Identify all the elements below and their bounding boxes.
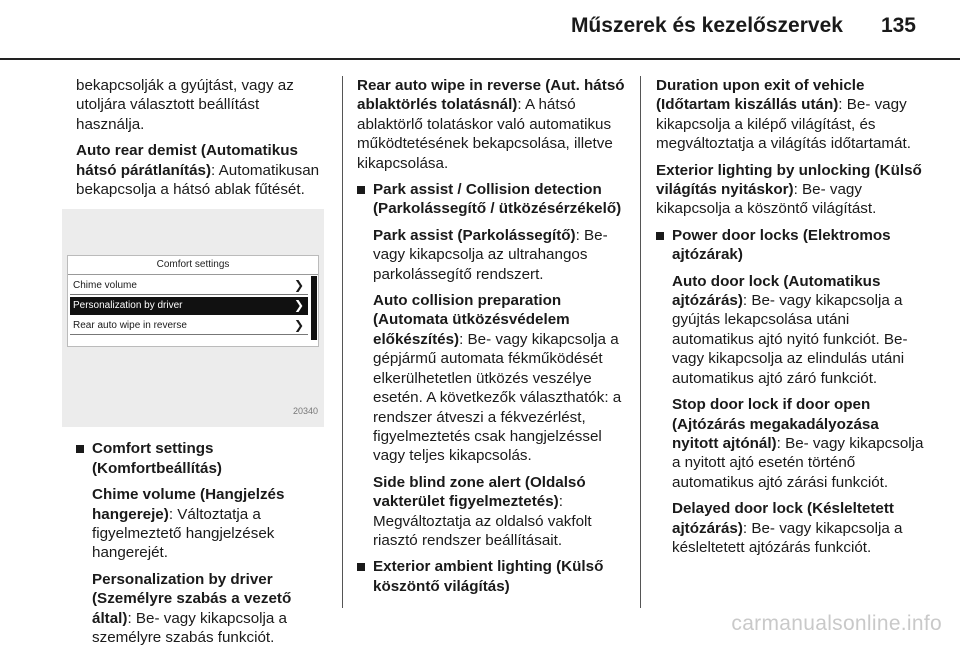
paragraph: bekapcsolják a gyújtást, vagy az utoljára választott beállítást használja. <box>76 77 294 133</box>
term: Chime volume (Hangjelzés hangereje) <box>92 486 285 523</box>
bullet-heading: Park assist / Collision detection (Parkolássegítő / ütközésérzékelő) <box>357 180 627 219</box>
figure-number: 20340 <box>292 406 318 417</box>
term: Duration upon exit of vehicle (Időtartam kiszállás után) <box>656 77 865 114</box>
menu-item-chime-volume <box>70 277 308 295</box>
term: Stop door lock if door open (Ajtózárás megakadályozása nyitott ajtónál) <box>672 396 879 452</box>
term: Auto collision preparation (Automata ütközésvédelem előkészítés) <box>373 292 570 348</box>
column-divider-2 <box>640 76 641 608</box>
header-rule <box>0 58 960 60</box>
menu-item-label: Personalization by driver <box>73 300 183 312</box>
paragraph <box>357 473 627 551</box>
description: : Be- vagy kikapcsolja a köszöntő világítást. <box>656 181 877 218</box>
paragraph <box>76 485 330 563</box>
page-header <box>571 14 916 38</box>
paragraph <box>357 291 627 466</box>
column-1 <box>73 76 330 655</box>
paragraph <box>656 76 928 154</box>
description: : Be- vagy kikapcsolja a késleltetett ajtózárás funkciót. <box>672 519 903 556</box>
description: : Be- vagy kikapcsolja a személyre szabás funkciót. <box>92 609 287 647</box>
bullet-heading: Comfort settings (Komfortbeállítás) <box>76 439 330 478</box>
scrollbar <box>311 276 317 340</box>
screen-title: Comfort settings <box>68 256 318 275</box>
menu-item-label: Chime volume <box>73 280 137 292</box>
display-screen <box>67 255 319 347</box>
menu-item-label: Rear auto wipe in reverse <box>73 320 187 332</box>
chevron-right-icon: ❯ <box>293 318 304 333</box>
description: : Be- vagy kikapcsolja a gépjármű automata fékműködését elkerülhetetlen ütközés veszélye esetén. A következők választhatók: a rendszer átveszi a fékvezérlést, figyelmeztetés csak hangjelzéssel vagy teljes kikapcsolás. <box>373 330 622 465</box>
term: Auto rear demist (Automatikus hátsó párátlanítás) <box>76 142 298 179</box>
paragraph <box>76 570 330 648</box>
column-2 <box>357 76 627 603</box>
paragraph <box>357 76 627 173</box>
paragraph <box>357 226 627 284</box>
comfort-settings-figure <box>62 209 324 427</box>
paragraph <box>656 499 928 557</box>
term: Auto door lock (Automatikus ajtózárás) <box>672 272 881 310</box>
term: Delayed door lock (Késleltetett ajtózárás) <box>672 500 894 537</box>
description: : Automatikusan bekapcsolja a hátsó ablak fűtését. <box>76 161 320 199</box>
description: : Be- vagy kikapcsolja a nyitott ajtó esetén történő automatikus ajtó zárási funkciót. <box>672 434 924 491</box>
term: Side blind zone alert (Oldalsó vakterület figyelmeztetés) <box>373 473 586 511</box>
term: Personalization by driver (Személyre szabás a vezető által) <box>92 570 292 627</box>
term: Rear auto wipe in reverse (Aut. hátsó ablaktörlés tolatásnál) <box>357 77 625 114</box>
description: : Megváltoztatja az oldalsó vakfolt riasztó rendszer beállításait. <box>373 493 592 549</box>
chevron-right-icon: ❯ <box>293 298 304 313</box>
paragraph <box>656 272 928 388</box>
term: Park assist (Parkolássegítő) <box>373 226 576 244</box>
paragraph <box>656 395 928 492</box>
description: : Be- vagy kikapcsolja a gyújtás lekapcsolása utáni automatikus ajtó nyitó funkciót. Be- vagy kikapcsolja az elindulás utáni automatikus ajtó záró funkciót. <box>672 292 908 387</box>
paragraph <box>656 161 928 219</box>
description: : Be- vagy kikapcsolja az ultrahangos parkolássegítő rendszert. <box>373 226 608 283</box>
bullet-heading: Exterior ambient lighting (Külső köszöntő világítás) <box>357 557 627 596</box>
header-title: Műszerek és kezelőszervek <box>570 14 843 37</box>
paragraph <box>76 141 330 199</box>
column-divider-1 <box>342 76 343 608</box>
term: Exterior lighting by unlocking (Külső világítás nyitáskor) <box>656 161 922 199</box>
chevron-right-icon: ❯ <box>293 278 304 293</box>
description: : Be- vagy kikapcsolja a kilépő világítást, és megváltoztatja a világítás időtartamát. <box>656 96 911 153</box>
menu-item-rear-wipe <box>70 317 308 335</box>
description: : Változtatja a figyelmeztető hangjelzések hangerejét. <box>92 505 275 562</box>
bullet-heading: Power door locks (Elektromos ajtózárak) <box>656 226 928 265</box>
watermark: carmanualsonline.info <box>731 612 942 635</box>
menu-item-personalization <box>70 297 308 315</box>
description: : A hátsó ablaktörlő tolatáskor való automatikus működtetésének bekapcsolása, illetve kikapcsolása. <box>357 96 613 172</box>
page-number: 135 <box>880 14 916 37</box>
column-3 <box>656 76 928 564</box>
